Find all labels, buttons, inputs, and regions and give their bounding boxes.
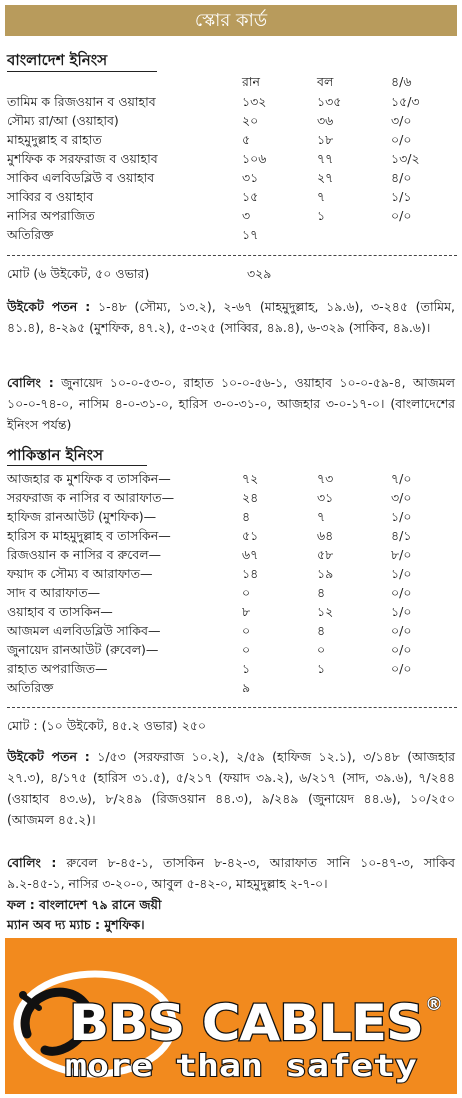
scorecard-title: স্কোর কার্ড (5, 5, 457, 36)
balls: ১৮ (317, 132, 334, 147)
dashed-divider (7, 707, 457, 708)
runs: ১০৬ (242, 151, 267, 166)
balls: ৫৮ (317, 547, 334, 562)
batting-row (7, 602, 457, 621)
extras-runs: ১৭ (242, 227, 259, 242)
dashed-divider (7, 255, 457, 256)
batsman-dismissal: হারিস ক মাহমুদুল্লাহ ব তাসকিন— (7, 528, 171, 543)
bowling-label: বোলিং : (7, 375, 54, 390)
fours-sixes: ১৫/৩ (391, 94, 420, 109)
batting-row (7, 583, 457, 602)
registered-mark: ® (425, 994, 443, 1015)
batting-row (7, 130, 457, 149)
fours-sixes: ৮/০ (391, 547, 412, 562)
batting-row (7, 507, 457, 526)
batsman-dismissal: নাসির অপরাজিত (7, 208, 95, 223)
batsman-dismissal: সরফরাজ ক নাসির ব আরাফাত— (7, 490, 175, 505)
batsman-dismissal: ওয়াহাব ব তাসকিন— (7, 604, 113, 619)
batsman-dismissal: মাহমুদুল্লাহ ব রাহাত (7, 132, 102, 147)
brand-name: BBS CABLES (69, 994, 423, 1052)
runs: ৫ (242, 132, 251, 147)
batting-row (7, 488, 457, 507)
brand-tagline: more than safety (65, 1049, 417, 1084)
balls: ৭৩ (317, 471, 334, 486)
runs: ৩ (242, 208, 251, 223)
bowling-label: বোলিং : (7, 855, 57, 870)
balls: ৬৪ (317, 528, 334, 543)
balls: ৭ (317, 509, 326, 524)
bowling-text: রুবেল ৮-৪৫-১, তাসকিন ৮-৪২-৩, আরাফাত সানি ১০-৪৭-৩, সাকিব ৯.২-৪৫-১, নাসির ৩-২০-০, আবুল ৫-৪২-০, মাহমুদুল্লাহ ২-৭-০। (7, 855, 455, 891)
fours-sixes: ০/০ (391, 132, 412, 147)
col-header-fours-sixes: ৪/৬ (391, 74, 412, 89)
col-header-balls: বল (317, 74, 334, 89)
runs: ৮ (242, 604, 251, 619)
batting-row (7, 526, 457, 545)
fours-sixes: ৩/০ (391, 113, 412, 128)
runs: ০ (242, 642, 251, 657)
fours-sixes: ০/০ (391, 642, 412, 657)
fow-text: ১-৪৮ (সৌম্য, ১৩.২), ২-৬৭ (মাহমুদুল্লাহ, ১৯.৬), ৩-২৪৫ (তামিম, ৪১.৪), ৪-২৯৫ (মুশফিক, ৪৭.২), ৫-৩২৫ (সাব্বির, ৪৯.৪), ৬-৩২৯ (সাকিব, ৪৯.৬)। (7, 299, 455, 335)
total-label: মোট (৬ উইকেট, ৫০ ওভার) (7, 266, 150, 281)
runs: ১৪ (242, 566, 259, 581)
fours-sixes: ০/০ (391, 208, 412, 223)
batsman-dismissal: সাকিব এলবিডব্লিউ ব ওয়াহাব (7, 170, 155, 185)
runs: ১ (242, 661, 251, 676)
fours-sixes: ০/০ (391, 623, 412, 638)
batting-row (7, 149, 457, 168)
runs: ২৪ (242, 490, 259, 505)
batsman-dismissal: তামিম ক রিজওয়ান ব ওয়াহাব (7, 94, 156, 109)
bangladesh-innings-heading: বাংলাদেশ ইনিংস (7, 51, 108, 69)
runs: ৪ (242, 509, 251, 524)
fours-sixes: ১/১ (391, 189, 412, 204)
batsman-dismissal: রিজওয়ান ক নাসির ব রুবেল— (7, 547, 162, 562)
bbs-cables-advertisement (5, 938, 457, 1094)
balls: ১২ (317, 604, 334, 619)
fow-label: উইকেট পতন : (7, 299, 91, 314)
extras-row (7, 678, 457, 697)
match-result: ফল : বাংলাদেশ ৭৯ রানে জয়ী (7, 897, 162, 912)
runs: ৫১ (242, 528, 259, 543)
heading-underline (7, 71, 157, 72)
batting-row (7, 621, 457, 640)
heading-underline (7, 465, 147, 466)
fours-sixes: ৩/০ (391, 490, 412, 505)
fow-label: উইকেট পতন : (7, 749, 90, 764)
balls: ৪ (317, 623, 326, 638)
batsman-dismissal: রাহাত অপরাজিত— (7, 661, 108, 676)
batsman-dismissal: আজহার ক মুশফিক ব তাসকিন— (7, 471, 171, 486)
bangladesh-bowling-figures (7, 852, 455, 894)
balls: ৭৭ (317, 151, 334, 166)
fours-sixes: ১/০ (391, 566, 412, 581)
col-header-runs: রান (242, 74, 260, 89)
runs: ৬৭ (242, 547, 259, 562)
extras-label: অতিরিক্ত (7, 680, 54, 695)
fours-sixes: ০/০ (391, 661, 412, 676)
balls: ১৯ (317, 566, 334, 581)
batsman-dismissal: মুশফিক ক সরফরাজ ব ওয়াহাব (7, 151, 158, 166)
batsman-dismissal: সৌম্য রা/আ (ওয়াহাব) (7, 113, 119, 128)
batting-row (7, 469, 457, 488)
balls: ৪ (317, 585, 326, 600)
balls: ১৩৫ (317, 94, 342, 109)
batsman-dismissal: হাফিজ রানআউট (মুশফিক)— (7, 509, 157, 524)
fours-sixes: ৪/১ (391, 528, 412, 543)
ad-artwork (5, 938, 457, 1094)
batsman-dismissal: সাব্বির ব ওয়াহাব (7, 189, 94, 204)
batsman-dismissal: সাদ ব আরাফাত— (7, 585, 101, 600)
batting-row (7, 206, 457, 225)
batsman-dismissal: জুনায়েদ রানআউট (রুবেল)— (7, 642, 159, 657)
pakistan-bowling-figures (7, 372, 455, 435)
pakistan-fall-of-wickets (7, 746, 455, 830)
fours-sixes: ৪/০ (391, 170, 412, 185)
extras-label: অতিরিক্ত (7, 227, 54, 242)
runs: ৩১ (242, 170, 259, 185)
man-of-the-match: ম্যান অব দ্য ম্যাচ : মুশফিক। (7, 917, 145, 932)
balls: ৩১ (317, 490, 334, 505)
total-text: মোট : (১০ উইকেট, ৪৫.২ ওভার) ২৫০ (7, 718, 206, 733)
total-value: ৩২৯ (247, 266, 272, 281)
batting-row (7, 168, 457, 187)
pakistan-innings-heading: পাকিস্তান ইনিংস (7, 446, 104, 464)
fours-sixes: ০/০ (391, 585, 412, 600)
fours-sixes: ৭/০ (391, 471, 412, 486)
fours-sixes: ১৩/২ (391, 151, 420, 166)
bowling-text: জুনায়েদ ১০-০-৫৩-০, রাহাত ১০-০-৫৬-১, ওয়াহাব ১০-০-৫৯-৪, আজমল ১০-০-৭৪-০, নাসিম ৪-০-৩১-০, হারিস ৩-০-৩১-০, আজহার ৩-০-১৭-০। (বাংলাদেশের ইনিংস পর্যন্ত) (7, 375, 455, 432)
runs: ৭২ (242, 471, 259, 486)
batting-row (7, 564, 457, 583)
batting-row (7, 187, 457, 206)
runs: ০ (242, 623, 251, 638)
batsman-dismissal: আজমল এলবিডব্লিউ সাকিব— (7, 623, 161, 638)
runs: ০ (242, 585, 251, 600)
batting-row (7, 111, 457, 130)
runs: ২০ (242, 113, 259, 128)
balls: ৭ (317, 189, 326, 204)
fours-sixes: ১/০ (391, 604, 412, 619)
balls: ২৭ (317, 170, 334, 185)
batsman-dismissal: ফয়াদ ক সৌম্য ব আরাফাত— (7, 566, 153, 581)
runs: ১৫ (242, 189, 259, 204)
balls: ০ (317, 642, 326, 657)
runs: ১৩২ (242, 94, 267, 109)
fow-text: ১/৫৩ (সরফরাজ ১০.২), ২/৫৯ (হাফিজ ১২.১), ৩/১৪৮ (আজহার ২৭.৩), ৪/১৭৫ (হারিস ৩১.৫), ৫/২১৭ (ফয়াদ ৩৯.২), ৬/২১৭ (সাদ, ৩৯.৬), ৭/২৪৪ (ওয়াহাব ৪৩.৬), ৮/২৪৯ (রিজওয়ান ৪৪.৩), ৯/২৪৯ (জুনায়েদ ৪৪.৬), ১০/২৫০ (আজমল ৪৫.২)। (7, 749, 455, 827)
fours-sixes: ১/০ (391, 509, 412, 524)
batting-row (7, 545, 457, 564)
batting-row (7, 640, 457, 659)
balls: ৩৬ (317, 113, 334, 128)
extras-row (7, 225, 457, 244)
balls: ১ (317, 208, 326, 223)
extras-runs: ৯ (242, 680, 251, 695)
balls: ১ (317, 661, 326, 676)
batting-row (7, 92, 457, 111)
bangladesh-fall-of-wickets (7, 296, 455, 338)
batting-row (7, 659, 457, 678)
